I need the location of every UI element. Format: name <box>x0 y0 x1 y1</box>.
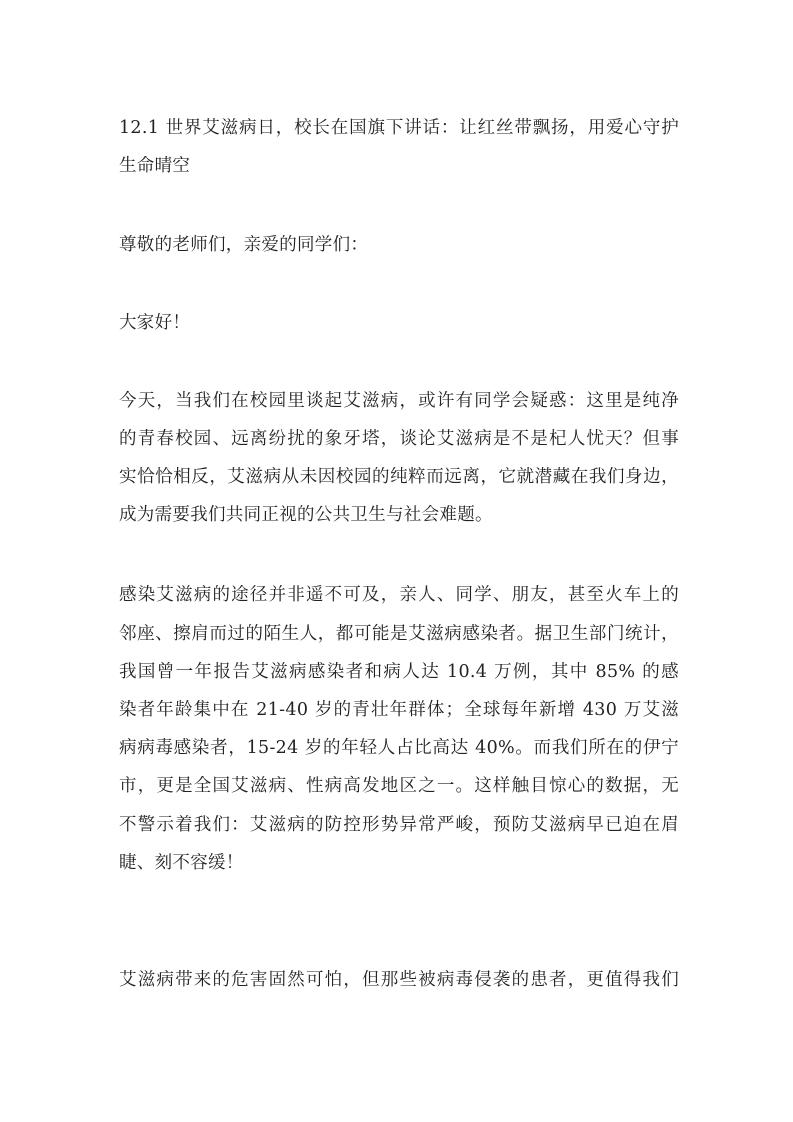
title-line-2: 生命晴空 <box>119 156 191 176</box>
paragraph-2-line-4: 染者年龄集中在 21-40 岁的青壮年群体；全球每年新增 430 万艾滋 <box>119 700 679 720</box>
paragraph-1-line-1: 今天，当我们在校园里谈起艾滋病，或许有同学会疑惑：这里是纯净 <box>119 391 679 411</box>
paragraph-2-line-2: 邻座、擦肩而过的陌生人，都可能是艾滋病感染者。据卫生部门统计， <box>119 624 679 644</box>
hello: 大家好！ <box>119 313 191 333</box>
paragraph-3-line-1: 艾滋病带来的危害固然可怕，但那些被病毒侵袭的患者，更值得我们 <box>119 970 679 990</box>
paragraph-2-line-7: 不警示着我们：艾滋病的防控形势异常严峻，预防艾滋病早已迫在眉 <box>119 815 679 835</box>
paragraph-2-line-8: 睫、刻不容缓！ <box>119 853 244 873</box>
paragraph-1-line-3: 实恰恰相反，艾滋病从未因校园的纯粹而远离，它就潜藏在我们身边， <box>119 467 679 487</box>
paragraph-2-line-3: 我国曾一年报告艾滋病感染者和病人达 10.4 万例，其中 85% 的感 <box>119 662 679 682</box>
title-line-1: 12.1 世界艾滋病日，校长在国旗下讲话：让红丝带飘扬，用爱心守护 <box>119 118 679 138</box>
paragraph-2-line-6: 市，更是全国艾滋病、性病高发地区之一。这样触目惊心的数据，无 <box>119 776 679 796</box>
paragraph-2-line-1: 感染艾滋病的途径并非遥不可及，亲人、同学、朋友，甚至火车上的 <box>119 585 679 605</box>
paragraph-2-line-5: 病病毒感染者，15-24 岁的年轻人占比高达 40%。而我们所在的伊宁 <box>119 738 679 758</box>
paragraph-1-line-2: 的青春校园、远离纷扰的象牙塔，谈论艾滋病是不是杞人忧天？但事 <box>119 429 679 449</box>
paragraph-1-line-4: 成为需要我们共同正视的公共卫生与社会难题。 <box>119 505 493 525</box>
greeting: 尊敬的老师们，亲爱的同学们： <box>119 235 369 255</box>
